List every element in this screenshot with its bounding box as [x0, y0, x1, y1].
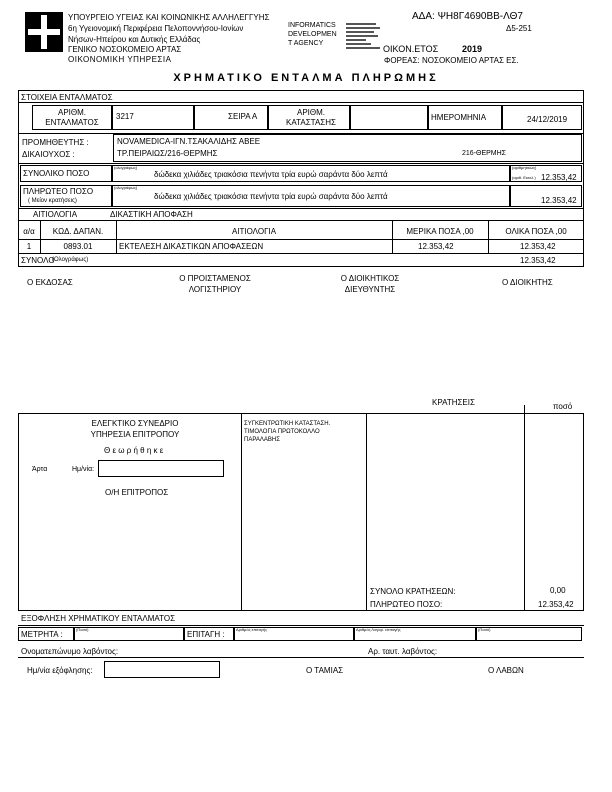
deductions-payable-label: ΠΛΗΡΩΤΕΟ ΠΟΣΟ:	[370, 600, 443, 609]
justification-value: ΔΙΚΑΣΤΙΚΗ ΑΠΟΦΑΣΗ	[110, 210, 193, 219]
summary-line-1: ΣΥΓΚΕΝΤΡΩΤΙΚΗ ΚΑΤΑΣΤΑΣΗ.	[244, 421, 331, 427]
audit-date-label: Ημ/νία:	[72, 466, 95, 473]
total-amount-words: δώδεκα χιλιάδες τριακόσια πενήντα τρία ευρώ σαράντα δύο λεπτά	[154, 170, 388, 179]
audit-seen: Θ ε ω ρ ή θ η κ ε	[104, 446, 164, 455]
agency-line-2: DEVELOPMEN	[288, 31, 337, 38]
region-line: 6η Υγειονομική Περιφέρεια Πελοποννήσου-Ιονίων	[68, 24, 244, 33]
audit-city: Άρτα	[32, 466, 48, 473]
check-number-tag: Αριθμός επιταγής	[236, 627, 268, 632]
fiscal-year-label: ΟΙΚΟΝ.ΕΤΟΣ	[383, 44, 439, 54]
ada-code: ΑΔΑ: ΨΗ8Γ4690ΒΒ-ΛΘ7	[412, 11, 523, 22]
check-amount-tag: (Ποσό)	[478, 627, 491, 632]
supplier-city: 216-ΘΕΡΜΗΣ	[462, 150, 507, 157]
admin-director-line-1: Ο ΔΙΟΙΚΗΤΙΚΟΣ	[340, 274, 400, 283]
hospital-logo	[25, 12, 63, 52]
agency-label	[288, 21, 337, 48]
summary-line-2: ΤΙΜΟΛΟΓΙΑ ΠΡΩΤΟΚΟΛΛΟ	[244, 429, 320, 435]
series-label: ΣΕΙΡΑ Α	[228, 112, 258, 121]
hospital-name: ΓΕΝΙΚΟ ΝΟΣΟΚΟΜΕΙΟ ΑΡΤΑΣ	[68, 45, 182, 54]
deductions-total-label: ΣΥΝΟΛΟ ΚΡΑΤΗΣΕΩΝ:	[370, 587, 456, 596]
table-header-code: ΚΩΔ. ΔΑΠΑΝ.	[52, 227, 104, 236]
audit-line-2: ΥΠΗΡΕΣΙΑ ΕΠΙΤΡΟΠΟΥ	[90, 430, 180, 439]
justification-label: ΑΙΤΙΟΛΟΓΙΑ	[33, 210, 78, 219]
deductions-amount-label: ποσό	[553, 402, 573, 411]
payment-date-label: Ημ/νία εξόφλησης:	[27, 666, 93, 675]
check-amount-field[interactable]	[476, 627, 582, 641]
check-label: ΕΠΙΤΑΓΗ :	[187, 630, 225, 639]
audit-court-title	[60, 418, 210, 440]
table-header-justification: ΑΙΤΙΟΛΟΓΙΑ	[231, 227, 277, 236]
payable-amount-sub: ( Μείον κρατήσεις)	[28, 198, 77, 204]
in-words-tag: (ολογράφως)	[114, 165, 138, 170]
cashier-signature: Ο ΤΑΜΙΑΣ	[306, 666, 344, 675]
audit-line-1: ΕΛΕΓΚΤΙΚΟ ΣΥΝΕΔΡΙΟ	[91, 419, 179, 428]
ministry-line: ΥΠΟΥΡΓΕΙΟ ΥΓΕΙΑΣ ΚΑΙ ΚΟΙΝΩΝΙΚΗΣ ΑΛΛΗΛΕΓΓΥΗΣ	[68, 13, 270, 22]
fiscal-year: 2019	[462, 44, 483, 54]
supplier-address: ΤΡ.ΠΕΙΡΑΙΩΣ/216-ΘΕΡΜΗΣ	[117, 149, 218, 158]
form-code: Δ5-251	[506, 24, 532, 33]
accounting-head-signature	[160, 273, 270, 295]
sum-value: 12.353,42	[520, 256, 556, 265]
receiver-name-label: Ονοματεπώνυμο λαβόντος:	[21, 647, 119, 656]
agency-line-1: INFORMATICS	[288, 22, 336, 29]
entity-name: ΦΟΡΕΑΣ: ΝΟΣΟΚΟΜΕΙΟ ΑΡΤΑΣ ΕΣ.	[384, 56, 519, 65]
admin-director-line-2: ΔΙΕΥΘΥΝΤΗΣ	[344, 285, 396, 294]
settlement-title: ΕΞΟΦΛΗΣΗ ΧΡΗΜΑΤΙΚΟΥ ΕΝΤΑΛΜΑΤΟΣ	[21, 614, 176, 623]
bank-account-tag: Αριθμός Λογαρ. επιταγής	[356, 627, 401, 632]
accounting-head-line-2: ΛΟΓΙΣΤΗΡΙΟΥ	[188, 285, 242, 294]
beneficiary-label: ΔΙΚΑΙΟΥΧΟΣ :	[22, 150, 75, 159]
date-label: ΗΜΕΡΟΜΗΝΙΑ	[431, 113, 487, 122]
in-figures-tag: (αριθμητικώς)	[512, 165, 537, 170]
department-name: ΟΙΚΟΝΟΜΙΚΗ ΥΠΗΡΕΣΙΑ	[68, 55, 172, 64]
receiver-signature: Ο ΛΑΒΩΝ	[488, 666, 524, 675]
table-header-index: α/α	[23, 227, 35, 236]
summary-line-3: ΠΑΡΑΛΑΒΗΣ	[244, 437, 280, 443]
region-line-2: Νήσων-Ηπείρου και Δυτικής Ελλάδας	[68, 35, 201, 44]
accounting-head-line-1: Ο ΠΡΟΙΣΤΑΜΕΝΟΣ	[179, 274, 251, 283]
sum-sub-label: (Ολογράφως)	[52, 257, 89, 263]
supplier-label: ΠΡΟΜΗΘΕΥΤΗΣ :	[22, 138, 89, 147]
deductions-payable-value: 12.353,42	[538, 600, 574, 609]
payment-date-field[interactable]	[104, 661, 220, 678]
cash-label: ΜΕΤΡΗΤΑ :	[21, 630, 63, 639]
table-header-partial: ΜΕΡΙΚΑ ΠΟΣΑ ,00	[406, 227, 474, 236]
supplier-name: NOVAMEDICA-ΙΓΝ.ΤΣΑΚΑΛΙΔΗΣ ΑΒΕΕ	[117, 137, 261, 146]
table-header-total: ΟΛΙΚΑ ΠΟΣΑ ,00	[505, 227, 567, 236]
fine-print-block	[346, 22, 382, 51]
order-section-title: ΣΤΟΙΧΕΙΑ ΕΝΤΑΛΜΑΤΟΣ	[21, 93, 113, 102]
audit-date-field[interactable]	[98, 460, 224, 477]
cash-amount-field[interactable]	[74, 627, 184, 641]
deductions-label: ΚΡΑΤΗΣΕΙΣ	[432, 398, 475, 407]
state-number-label: ΑΡΙΘΜ. ΚΑΤΑΣΤΑΣΗΣ	[286, 108, 336, 127]
total-amount-label: ΣΥΝΟΛΙΚΟ ΠΟΣΟ	[23, 169, 90, 178]
row-partial-amount: 12.353,42	[418, 242, 454, 251]
issuer-signature: Ο ΕΚΔΟΣΑΣ	[27, 278, 73, 287]
row-total-amount: 12.353,42	[520, 242, 556, 251]
payable-amount-label: ΠΛΗΡΩΤΕΟ ΠΟΣΟ	[23, 187, 94, 196]
cash-amount-tag: (Ποσό)	[76, 627, 89, 632]
order-number: 3217	[116, 112, 134, 121]
total-amount-value: 12.353,42	[541, 173, 577, 182]
order-number-label: ΑΡΙΘΜ. ΕΝΤΑΛΜΑΤΟΣ	[45, 108, 99, 127]
payable-amount-value: 12.353,42	[541, 196, 577, 205]
document-title: ΧΡΗΜΑΤΙΚΟ ΕΝΤΑΛΜΑ ΠΛΗΡΩΜΗΣ	[173, 72, 439, 84]
row-index: 1	[26, 242, 32, 251]
payable-in-words-tag: (ολογράφως)	[114, 185, 138, 190]
summary-box-text	[244, 420, 330, 444]
in-figures-exec-tag: (αριθ. Εκτελ.)	[512, 175, 536, 180]
admin-director-signature	[320, 273, 420, 295]
order-date: 24/12/2019	[527, 115, 568, 124]
audit-commissioner: Ο/Η ΕΠΙΤΡΟΠΟΣ	[105, 488, 169, 497]
sum-label: ΣΥΝΟΛΟ	[21, 256, 55, 265]
deductions-total-value: 0,00	[550, 586, 566, 595]
payable-amount-words: δώδεκα χιλιάδες τριακόσια πενήντα τρία ευρώ σαράντα δύο λεπτά	[154, 192, 388, 201]
agency-line-3: T AGENCY	[288, 40, 324, 47]
director-signature: Ο ΔΙΟΙΚΗΤΗΣ	[502, 278, 553, 287]
row-code: 0893.01	[63, 242, 93, 251]
receiver-id-label: Αρ. ταυτ. λαβόντος:	[368, 647, 438, 656]
row-justification: ΕΚΤΕΛΕΣΗ ΔΙΚΑΣΤΙΚΩΝ ΑΠΟΦΑΣΕΩΝ	[119, 242, 264, 251]
